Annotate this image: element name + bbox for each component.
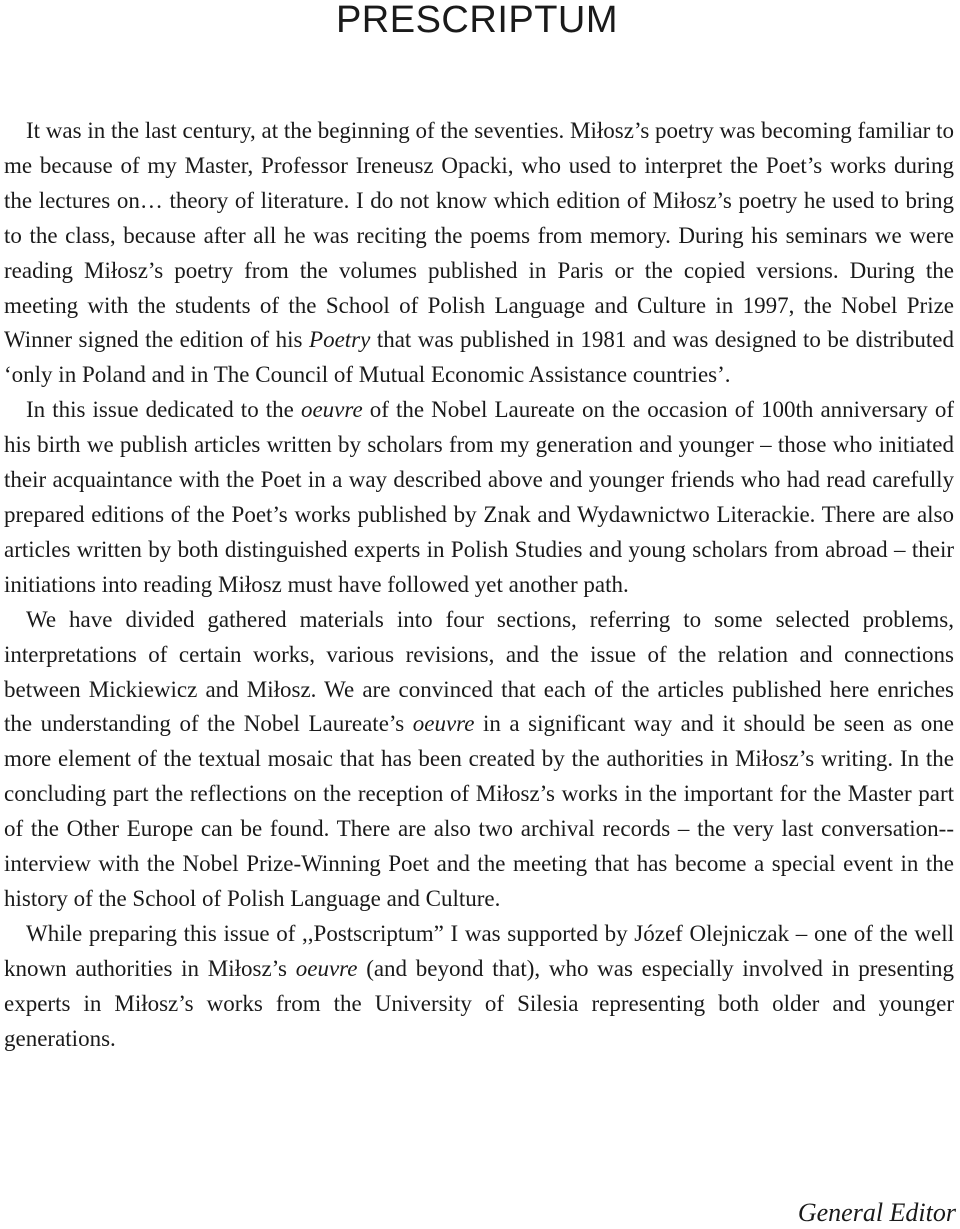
paragraph-4-italic-oeuvre: oeuvre xyxy=(295,955,358,981)
paragraph-4 xyxy=(4,917,954,1057)
paragraph-1-text-a: It was in the last century, at the beginning of the seventies. Miłosz’s poetry was becoming familiar to me because of my Master, Professor Ireneusz Opacki, who used to interpret the Poet’s works during the lectures on… theory of literature. I do not know which edition of Miłosz’s poetry he used to bring to the class, because after all he was reciting the poems from memory. During his seminars we were reading Miłosz’s poetry from the volumes published in Paris or the copied versions. During the meeting with the students of the School of Polish Language and Culture in 1997, the Nobel Prize Winner signed the edition of his xyxy=(4,118,954,353)
paragraph-2-italic-oeuvre: oeuvre xyxy=(300,397,363,423)
paragraph-2 xyxy=(4,393,954,602)
paragraph-1-italic-poetry: Poetry xyxy=(309,327,371,353)
paragraph-1-text-b: that was published in 1981 and was designed to be distributed ‘only in Poland and in The Council of Mutual Economic Assistance countries’. xyxy=(4,327,954,388)
paragraph-3 xyxy=(4,603,954,917)
paragraph-4-text-b: (and beyond that), who was especially involved in presenting experts in Miłosz’s works from the University of Silesia representing both older and younger generations. xyxy=(4,955,954,1051)
signature: General Editor xyxy=(797,1198,956,1227)
paragraph-3-text-b: in a significant way and it should be seen as one more element of the textual mosaic that has been created by the authorities in Miłosz’s writing. In the concluding part the reflections on the reception of Miłosz’s works in the important for the Master part of the Other Europe can be found. There are also two archival records – the very last conversation-​-interview with the Nobel Prize-Winning Poet and the meeting that has become a special event in the history of the School of Polish Language and Culture. xyxy=(4,711,954,911)
paragraph-2-text-b: of the Nobel Laureate on the occasion of 100th anniversary of his birth we publish articles written by scholars from my generation and younger – those who initiated their acquaintance with the Poet in a way described above and younger friends who had read carefully prepared editions of the Poet’s works published by Znak and Wydawnictwo Literackie. There are also articles written by both distinguished experts in Polish Studies and young scholars from abroad – their initiations into reading Miłosz must have followed yet another path. xyxy=(4,397,954,597)
paragraph-1 xyxy=(4,114,954,393)
page-title: PRESCRIPTUM xyxy=(335,0,619,41)
paragraph-4-text-a: While preparing this issue of ,,Postscriptum” I was supported by Józef Olejniczak – one of the well known authorities in Miłosz’s xyxy=(4,920,954,981)
paragraph-2-text-a: In this issue dedicated to the xyxy=(26,397,301,423)
paragraph-3-italic-oeuvre: oeuvre xyxy=(412,711,475,737)
paragraph-3-text-a: We have divided gathered materials into four sections, referring to some selected problems, interpretations of certain works, various revisions, and the issue of the relation and connections between Mickiewicz and Miłosz. We are convinced that each of the articles published here enriches the understanding of the Nobel Laureate’s xyxy=(4,606,954,737)
body-text xyxy=(4,114,954,1056)
